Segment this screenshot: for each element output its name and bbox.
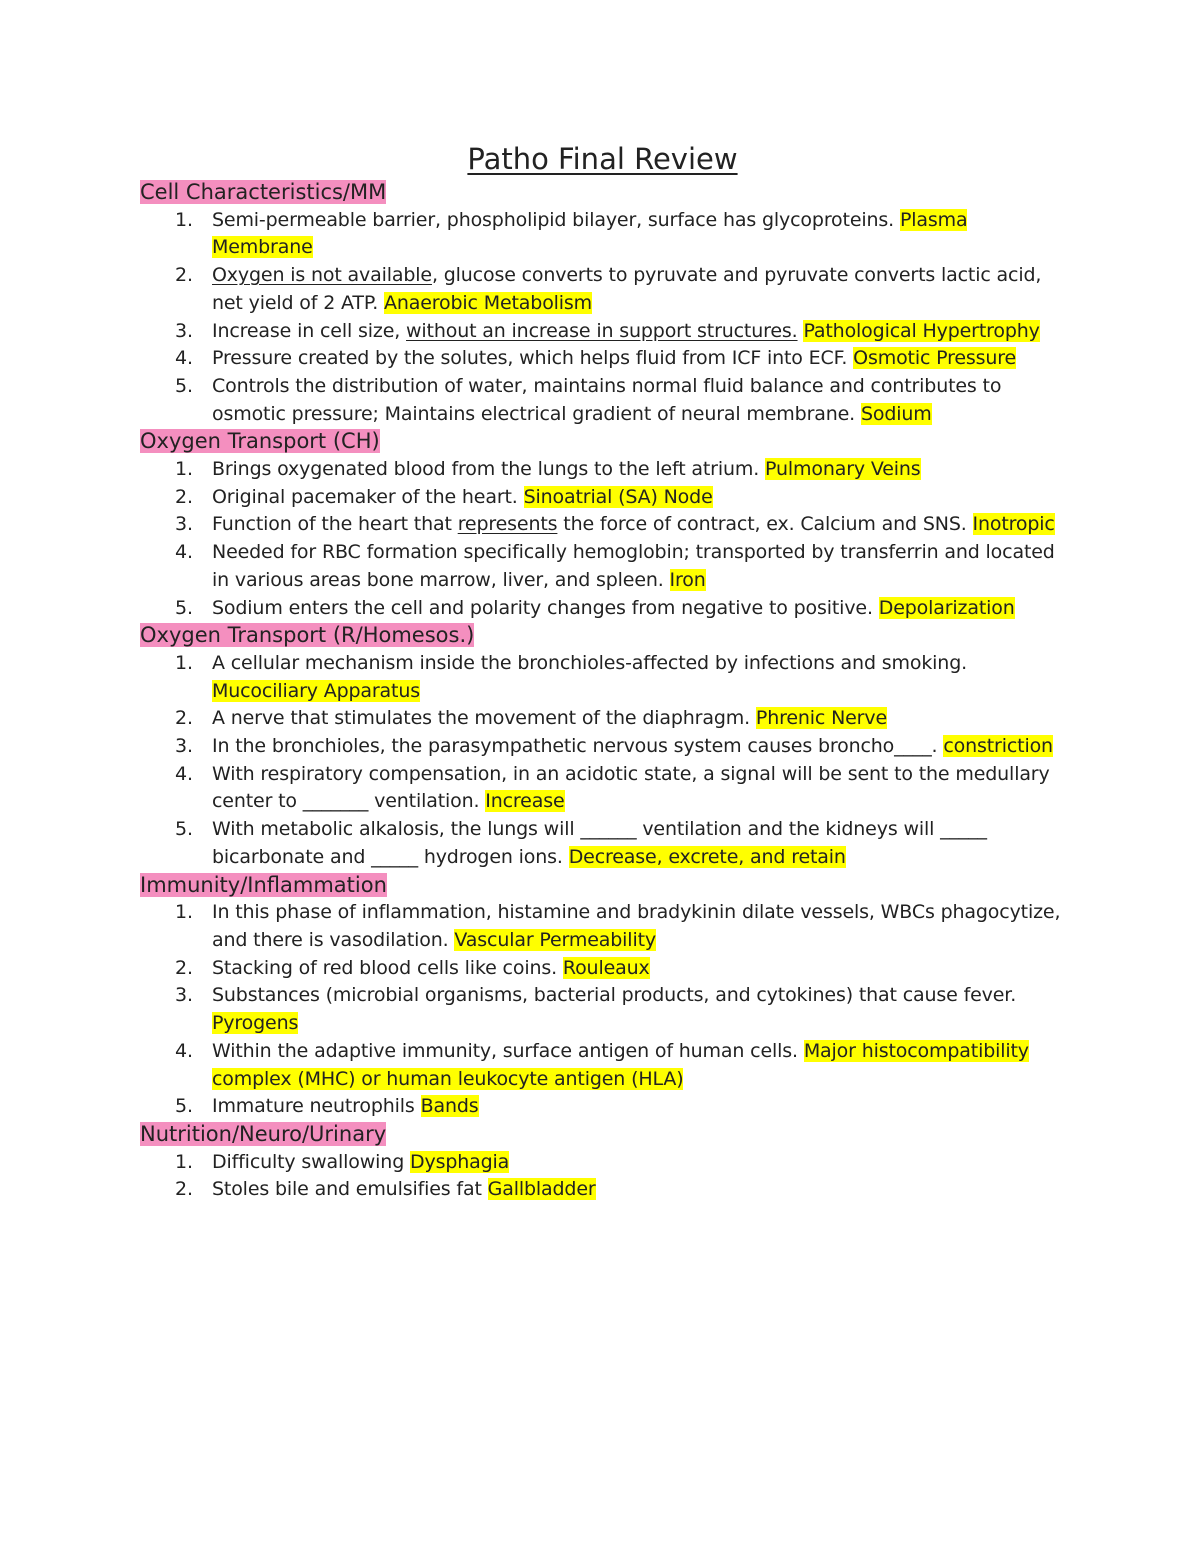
question-text: Controls the distribution of water, maintains normal fluid balance and contributes to osmotic pressure; Maintains electrical gradient of neural membrane. <box>212 374 1002 425</box>
question-text: Stoles bile and emulsifies fat <box>212 1178 488 1201</box>
item-number: 2. <box>175 485 193 508</box>
list-item <box>140 955 1065 983</box>
answer-highlight: Major histocompatibility complex (MHC) or human leukocyte antigen (HLA) <box>212 1039 1029 1090</box>
question-text: With metabolic alkalosis, the lungs will ______ ventilation and the kidneys will _____ bicarbonate and _____ hydrogen ions. <box>212 818 987 868</box>
list-item <box>140 318 1065 346</box>
section-heading-text: Oxygen Transport (CH) <box>140 429 380 454</box>
list-item <box>140 262 1065 317</box>
list-item <box>140 207 1065 262</box>
item-number: 2. <box>175 956 193 979</box>
answer-highlight: Depolarization <box>878 596 1015 619</box>
item-number: 1. <box>175 1150 193 1173</box>
section-heading-text: Immunity/Inflammation <box>140 872 387 897</box>
item-number: 5. <box>175 818 193 841</box>
question-text: Brings oxygenated blood from the lungs to the left atrium. <box>212 458 766 481</box>
question-text: With respiratory compensation, in an acidotic state, a signal will be sent to the medullary center to _______ ventilation. <box>212 762 1050 813</box>
document-title: Patho Final Review <box>467 142 738 176</box>
document-page <box>140 138 1065 1204</box>
item-number: 4. <box>175 541 193 564</box>
answer-highlight: Anaerobic Metabolism <box>384 291 593 314</box>
answer-highlight: Gallbladder <box>487 1178 596 1201</box>
underlined-text: Oxygen is not available <box>212 264 432 287</box>
answer-highlight: Iron <box>669 568 706 591</box>
list-item <box>140 1093 1065 1121</box>
list-item <box>140 761 1065 816</box>
answer-highlight: Increase <box>485 790 565 813</box>
answer-highlight: Pyrogens <box>212 1012 299 1035</box>
list-item <box>140 373 1065 428</box>
answer-highlight: Pulmonary Veins <box>765 458 921 481</box>
answer-highlight: Plasma Membrane <box>212 208 968 259</box>
item-number: 5. <box>175 596 193 619</box>
list-item <box>140 1038 1065 1093</box>
item-number: 5. <box>175 374 193 397</box>
item-number: 4. <box>175 1039 193 1062</box>
item-number: 3. <box>175 984 193 1007</box>
section-heading <box>140 179 1065 207</box>
section-heading <box>140 622 1065 650</box>
question-text: Immature neutrophils <box>212 1095 421 1118</box>
section-heading-text: Cell Characteristics/MM <box>140 180 387 204</box>
item-number: 4. <box>175 347 193 370</box>
item-number: 3. <box>175 513 193 536</box>
question-list <box>140 456 1065 622</box>
answer-highlight: Inotropic <box>972 513 1055 536</box>
list-item <box>140 899 1065 954</box>
answer-highlight: Rouleaux <box>562 956 650 979</box>
answer-highlight: Dysphagia <box>410 1150 510 1173</box>
question-text: Function of the heart that <box>212 513 458 536</box>
list-item <box>140 539 1065 594</box>
list-item <box>140 733 1065 761</box>
item-number: 2. <box>175 707 193 730</box>
question-text-tail: the force of contract, ex. Calcium and SNS. <box>557 513 973 536</box>
underlined-text: without an increase in support structures. <box>406 319 798 342</box>
list-item <box>140 705 1065 733</box>
question-list <box>140 1149 1065 1204</box>
list-item <box>140 484 1065 512</box>
answer-highlight: Osmotic Pressure <box>853 347 1017 370</box>
list-item <box>140 650 1065 705</box>
item-number: 1. <box>175 208 193 231</box>
list-item <box>140 982 1065 1037</box>
question-text: , glucose converts to pyruvate and pyruvate converts lactic acid, net yield of 2 ATP. <box>212 264 1042 314</box>
question-text: Increase in cell size, <box>212 319 407 342</box>
question-text: Stacking of red blood cells like coins. <box>212 956 563 979</box>
answer-highlight: constriction <box>943 735 1053 758</box>
item-number: 3. <box>175 735 193 758</box>
section-heading-text: Nutrition/Neuro/Urinary <box>140 1121 387 1146</box>
list-item <box>140 1176 1065 1204</box>
answer-highlight: Pathological Hypertrophy <box>803 319 1040 342</box>
question-text: Sodium enters the cell and polarity changes from negative to positive. <box>212 596 879 619</box>
section-heading <box>140 428 1065 456</box>
question-text: In the bronchioles, the parasympathetic nervous system causes broncho____. <box>212 735 944 758</box>
item-number: 2. <box>175 1178 193 1201</box>
answer-highlight: Sodium <box>860 402 932 425</box>
list-item <box>140 456 1065 484</box>
question-text: Difficulty swallowing <box>212 1150 410 1173</box>
item-number: 1. <box>175 458 193 481</box>
question-text: In this phase of inflammation, histamine and bradykinin dilate vessels, WBCs phagocytize, and there is vasodilation. <box>212 901 1061 951</box>
section-heading <box>140 1121 1065 1149</box>
list-item <box>140 345 1065 373</box>
question-text: Needed for RBC formation specifically hemoglobin; transported by transferrin and located in various areas bone marrow, liver, and spleen. <box>212 541 1055 591</box>
answer-highlight: Sinoatrial (SA) Node <box>523 485 713 508</box>
question-text: A cellular mechanism inside the bronchioles-affected by infections and smoking. <box>212 651 967 674</box>
item-number: 5. <box>175 1095 193 1118</box>
list-item <box>140 816 1065 871</box>
question-list <box>140 207 1065 429</box>
list-item <box>140 595 1065 623</box>
item-number: 4. <box>175 762 193 785</box>
question-text: A nerve that stimulates the movement of the diaphragm. <box>212 707 756 730</box>
answer-highlight: Decrease, excrete, and retain <box>568 845 846 868</box>
item-number: 1. <box>175 901 193 924</box>
question-text: Semi-permeable barrier, phospholipid bilayer, surface has glycoproteins. <box>212 208 900 231</box>
answer-highlight: Bands <box>420 1095 479 1118</box>
answer-highlight: Phrenic Nerve <box>755 707 887 730</box>
question-text: Substances (microbial organisms, bacterial products, and cytokines) that cause fever. <box>212 984 1017 1007</box>
question-text: Original pacemaker of the heart. <box>212 485 524 508</box>
section-heading-text: Oxygen Transport (R/Homesos.) <box>140 623 475 648</box>
list-item <box>140 1149 1065 1177</box>
section-heading <box>140 872 1065 900</box>
underlined-text: represents <box>457 513 558 536</box>
question-text: Pressure created by the solutes, which helps fluid from ICF into ECF. <box>212 347 854 370</box>
item-number: 1. <box>175 651 193 674</box>
list-item <box>140 511 1065 539</box>
answer-highlight: Vascular Permeability <box>454 928 656 951</box>
question-list <box>140 650 1065 872</box>
answer-highlight: Mucociliary Apparatus <box>212 679 420 702</box>
item-number: 2. <box>175 264 193 287</box>
question-text: Within the adaptive immunity, surface antigen of human cells. <box>212 1039 804 1062</box>
item-number: 3. <box>175 319 193 342</box>
question-list <box>140 899 1065 1121</box>
